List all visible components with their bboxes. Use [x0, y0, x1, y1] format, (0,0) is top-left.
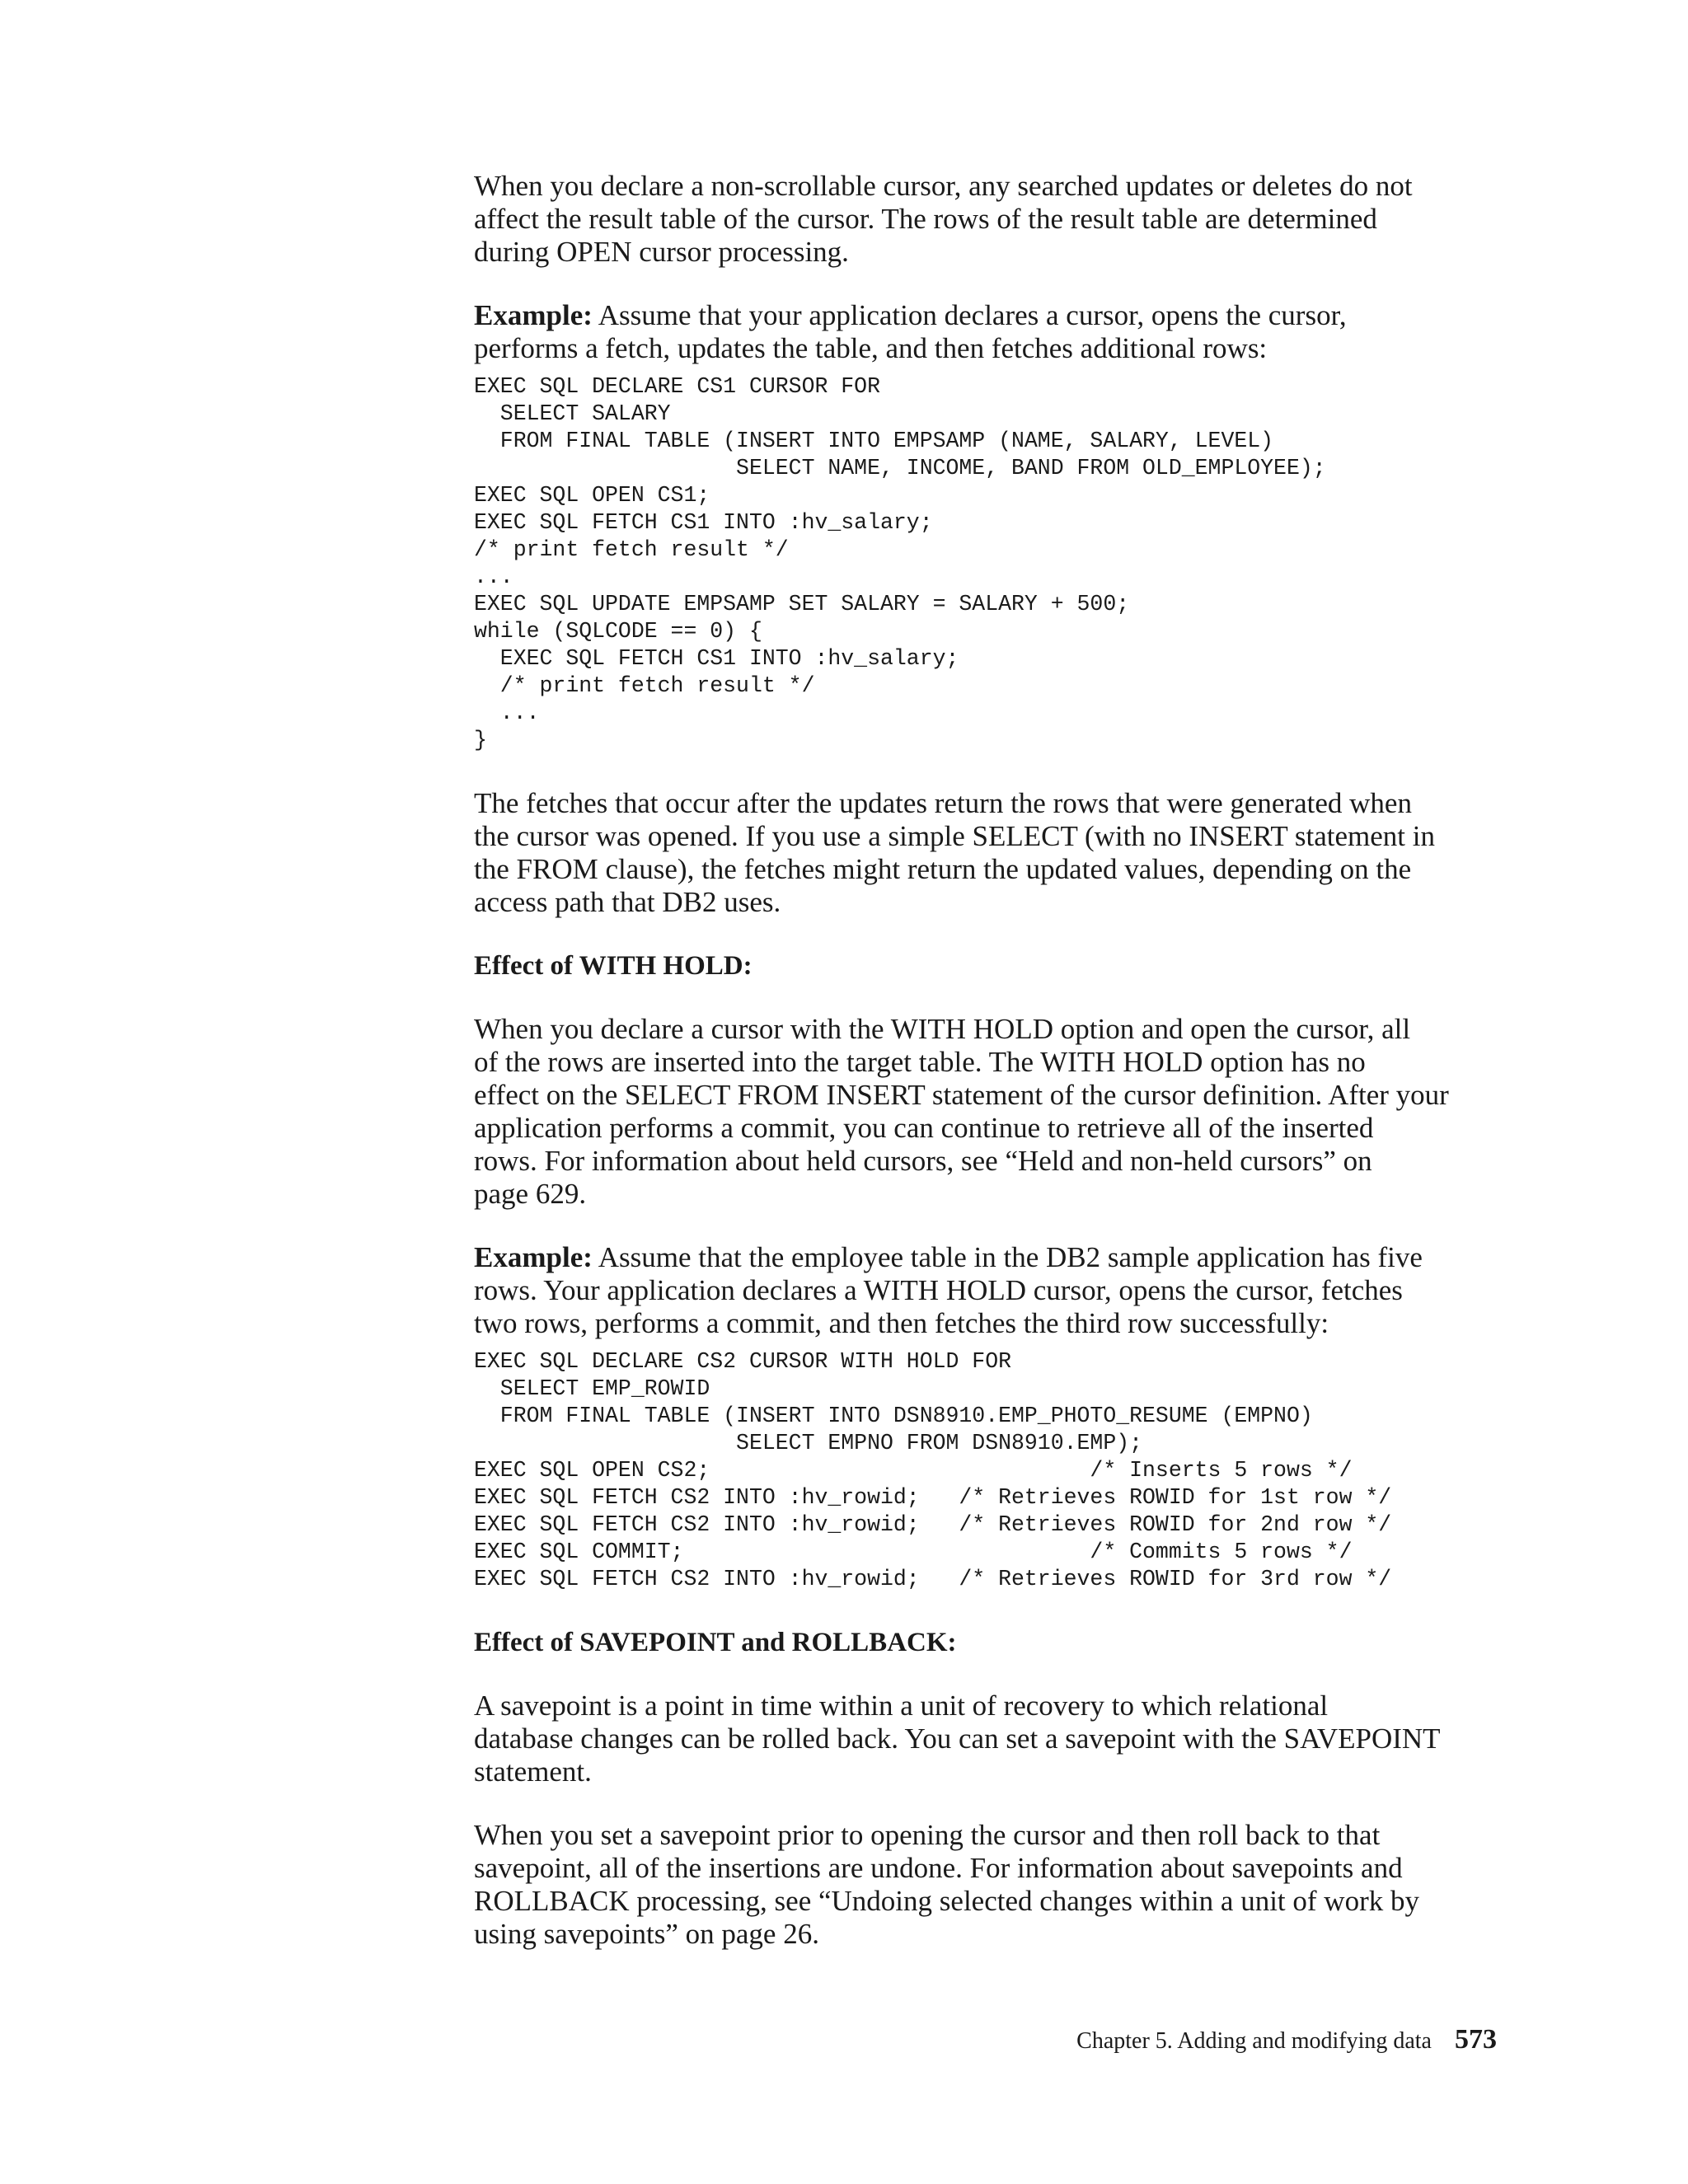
page-content: [474, 170, 1537, 1951]
code-block-cs1: EXEC SQL DECLARE CS1 CURSOR FOR SELECT SALARY FROM FINAL TABLE (INSERT INTO EMPSAMP (NAME, SALARY, LEVEL) SELECT NAME, INCOME, BAND FROM OLD_EMPLOYEE); EXEC SQL OPEN CS1; EXEC SQL FETCH CS1 INTO :hv_salary; /* print fetch result */ ... EXEC SQL UPDATE EMPSAMP SET SALARY = SALARY + 500; while (SQLCODE == 0) { EXEC SQL FETCH CS1 INTO :hv_salary; /* print fetch result */ ... }: [474, 374, 1326, 752]
heading-savepoint-rollback: Effect of SAVEPOINT and ROLLBACK:: [474, 1628, 957, 1657]
example-1-intro: [474, 299, 1537, 365]
example-label: Example:: [474, 1241, 593, 1273]
example-1-text: Assume that your application declares a cursor, opens the cursor, performs a fetch, updates the table, and then fetches additional rows:: [474, 299, 1347, 364]
page-footer: [1076, 2024, 1497, 2055]
heading-with-hold: Effect of WITH HOLD:: [474, 951, 753, 981]
paragraph-with-hold: When you declare a cursor with the WITH HOLD option and open the cursor, all of the rows are inserted into the target table. The WITH HOLD option has no effect on the SELECT FROM INSERT statement of the cursor definition. After your application performs a commit, you can continue to retrieve all of the inserted rows. For information about held cursors, see “Held and non-held cursors” on page 629.: [474, 1013, 1449, 1210]
paragraph-savepoint-definition: A savepoint is a point in time within a unit of recovery to which relational database changes can be rolled back. You can set a savepoint with the SAVEPOINT statement.: [474, 1690, 1441, 1788]
paragraph-noscroll-cursor: When you declare a non-scrollable cursor, any searched updates or deletes do not affect the result table of the cursor. The rows of the result table are determined during OPEN cursor processing.: [474, 170, 1413, 268]
paragraph-savepoint-rollback: When you set a savepoint prior to opening the cursor and then roll back to that savepoint, all of the insertions are undone. For information about savepoints and ROLLBACK processing, see “Undoing selected changes within a unit of work by using savepoints” on page 26.: [474, 1819, 1419, 1950]
footer-chapter-title: Chapter 5. Adding and modifying data: [1076, 2028, 1432, 2054]
page-number: 573: [1455, 2024, 1497, 2055]
example-2-intro: [474, 1241, 1537, 1340]
code-block-cs2: EXEC SQL DECLARE CS2 CURSOR WITH HOLD FOR SELECT EMP_ROWID FROM FINAL TABLE (INSERT INTO DSN8910.EMP_PHOTO_RESUME (EMPNO) SELECT EMPNO FROM DSN8910.EMP); EXEC SQL OPEN CS2; /* Inserts 5 rows */ EXEC SQL FETCH CS2 INTO :hv_rowid; /* Retrieves ROWID for 1st row */ EXEC SQL FETCH CS2 INTO :hv_rowid; /* Retrieves ROWID for 2nd row */ EXEC SQL COMMIT; /* Commits 5 rows */ EXEC SQL FETCH CS2 INTO :hv_rowid; /* Retrieves ROWID for 3rd row */: [474, 1349, 1392, 1591]
paragraph-fetches-after-updates: The fetches that occur after the updates return the rows that were generated when the cursor was opened. If you use a simple SELECT (with no INSERT statement in the FROM clause), the fetches might return the updated values, depending on the access path that DB2 uses.: [474, 787, 1435, 918]
example-label: Example:: [474, 299, 593, 331]
example-2-text: Assume that the employee table in the DB2 sample application has five rows. Your application declares a WITH HOLD cursor, opens the cursor, fetches two rows, performs a commit, and then fetches the third row successfully:: [474, 1241, 1423, 1339]
